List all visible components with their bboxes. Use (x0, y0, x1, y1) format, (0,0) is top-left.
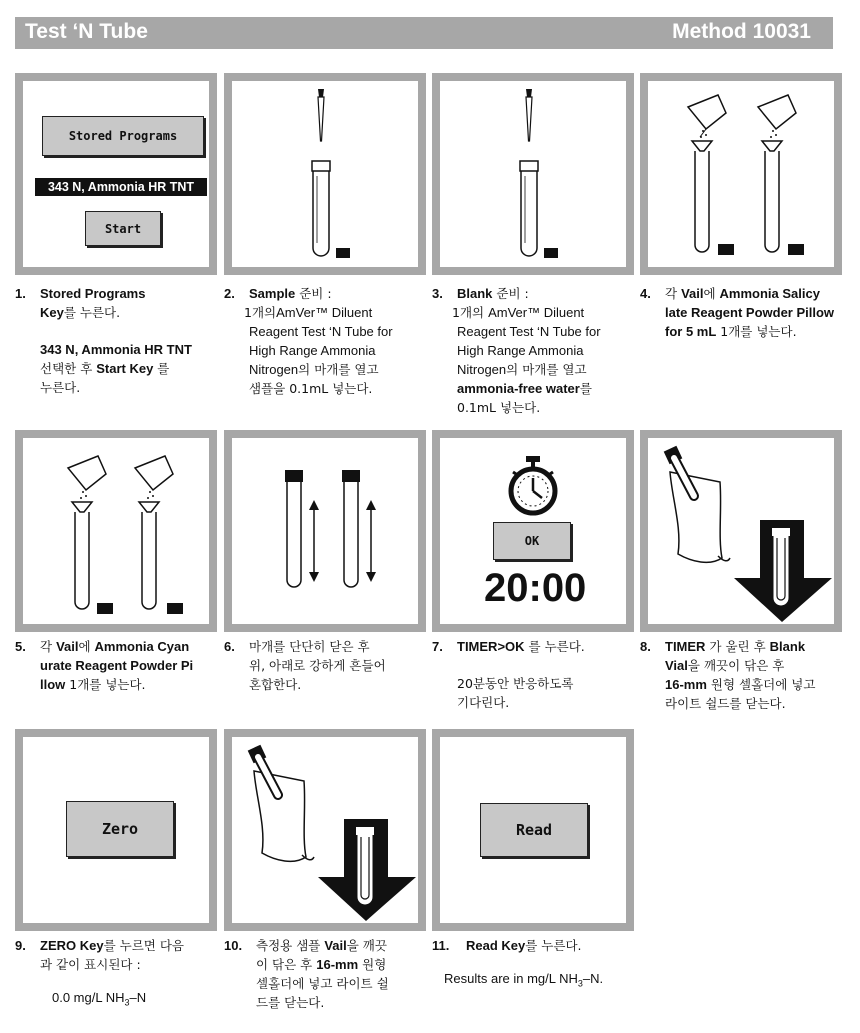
panel-1-stored-programs (15, 73, 217, 275)
panel-7-timer (432, 430, 634, 632)
pipette-tube-illustration (232, 81, 418, 267)
program-display: 343 N, Ammonia HR TNT (35, 178, 207, 196)
start-button[interactable]: Start (85, 211, 161, 246)
panel-11-read (432, 729, 634, 931)
panel-4-salicylate-powder (640, 73, 842, 275)
insert-vial-illustration (232, 737, 418, 923)
panel-5-cyanurate-powder (15, 430, 217, 632)
read-button[interactable]: Read (480, 803, 588, 857)
header-bar (15, 17, 833, 49)
panel-9-zero (15, 729, 217, 931)
method-number: Method 10031 (672, 20, 811, 43)
panel-6-shake-tubes (224, 430, 426, 632)
timer-display: 20:00 (484, 566, 587, 610)
powder-pillow-illustration (648, 81, 834, 267)
panel-8-insert-blank (640, 430, 842, 632)
panel-3-blank-tube (432, 73, 634, 275)
header-title: Test ‘N Tube (25, 20, 148, 43)
stored-programs-button[interactable]: Stored Programs (42, 116, 204, 156)
zero-button[interactable]: Zero (66, 801, 174, 857)
insert-vial-illustration (648, 438, 834, 624)
panel-10-insert-sample (224, 729, 426, 931)
powder-pillow-illustration (23, 438, 209, 624)
shake-tubes-illustration (232, 438, 418, 624)
panel-2-sample-tube (224, 73, 426, 275)
ok-button[interactable]: OK (493, 522, 571, 560)
pipette-tube-illustration (440, 81, 626, 267)
